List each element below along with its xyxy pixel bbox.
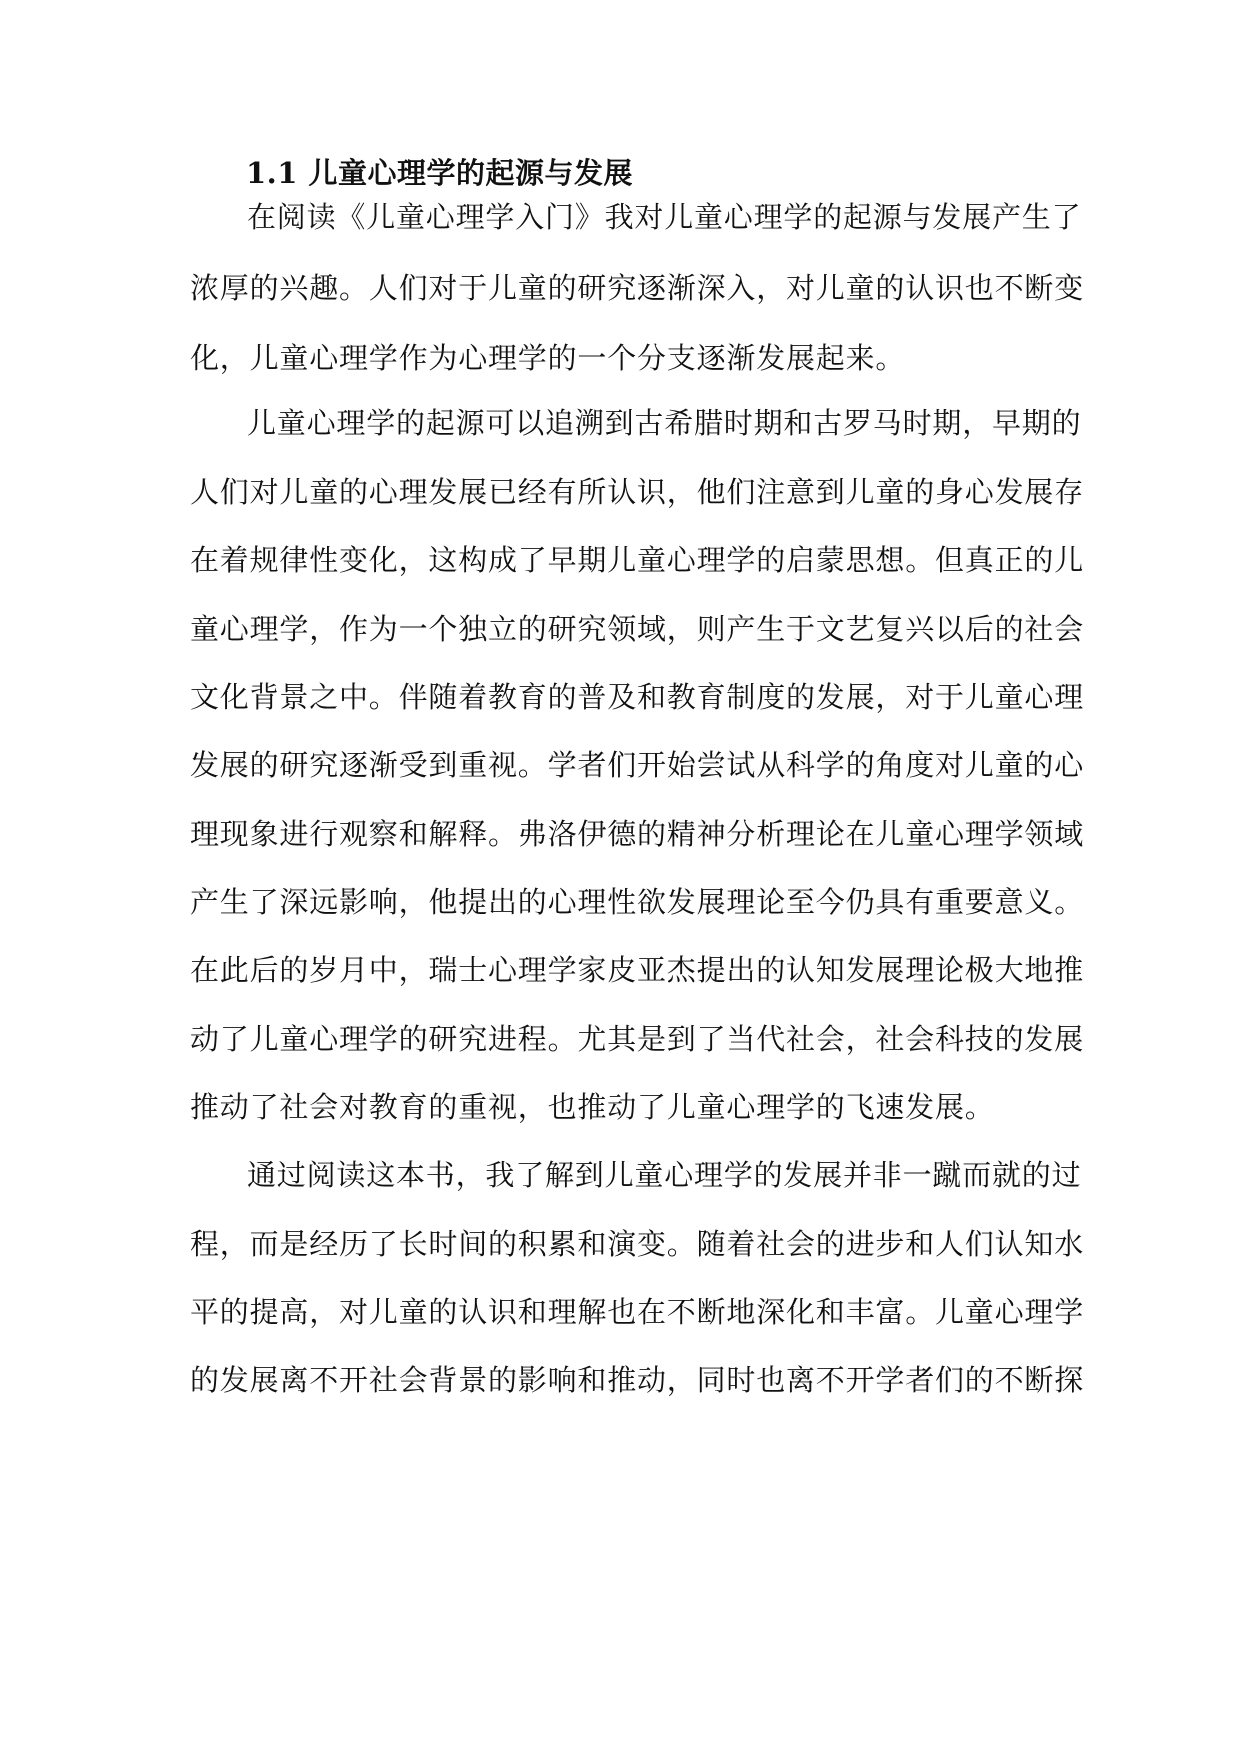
paragraph-2-line-4: 童心理学，作为一个独立的研究领域，则产生于文艺复兴以后的社会 — [190, 612, 1085, 646]
paragraph-2-line-10: 动了儿童心理学的研究进程。尤其是到了当代社会，社会科技的发展 — [190, 1022, 1085, 1056]
paragraph-2-line-3: 在着规律性变化，这构成了早期儿童心理学的启蒙思想。但真正的儿 — [190, 543, 1085, 577]
paragraph-3-line-4: 的发展离不开社会背景的影响和推动，同时也离不开学者们的不断探 — [190, 1363, 1085, 1397]
paragraph-1-line-3: 化，儿童心理学作为心理学的一个分支逐渐发展起来。 — [190, 341, 906, 375]
paragraph-2-line-8: 产生了深远影响，他提出的心理性欲发展理论至今仍具有重要意义。 — [190, 885, 1085, 919]
paragraph-3-line-2: 程，而是经历了长时间的积累和演变。随着社会的进步和人们认知水 — [190, 1227, 1085, 1261]
paragraph-1-line-1: 在阅读《儿童心理学入门》我对儿童心理学的起源与发展产生了 — [247, 200, 1082, 234]
paragraph-1-line-2: 浓厚的兴趣。人们对于儿童的研究逐渐深入，对儿童的认识也不断变 — [190, 271, 1085, 305]
paragraph-2-line-1: 儿童心理学的起源可以追溯到古希腊时期和古罗马时期，早期的 — [247, 406, 1082, 440]
paragraph-2-line-5: 文化背景之中。伴随着教育的普及和教育制度的发展，对于儿童心理 — [190, 680, 1085, 714]
paragraph-2-line-7: 理现象进行观察和解释。弗洛伊德的精神分析理论在儿童心理学领域 — [190, 817, 1085, 851]
paragraph-3-line-3: 平的提高，对儿童的认识和理解也在不断地深化和丰富。儿童心理学 — [190, 1295, 1085, 1329]
paragraph-2-line-2: 人们对儿童的心理发展已经有所认识，他们注意到儿童的身心发展存 — [190, 475, 1085, 509]
paragraph-3-line-1: 通过阅读这本书，我了解到儿童心理学的发展并非一蹴而就的过 — [247, 1158, 1082, 1192]
paragraph-2-line-11: 推动了社会对教育的重视，也推动了儿童心理学的飞速发展。 — [190, 1090, 995, 1124]
paragraph-2-line-9: 在此后的岁月中，瑞士心理学家皮亚杰提出的认知发展理论极大地推 — [190, 953, 1085, 987]
paragraph-2-line-6: 发展的研究逐渐受到重视。学者们开始尝试从科学的角度对儿童的心 — [190, 748, 1085, 782]
section-heading: 1.1 儿童心理学的起源与发展 — [246, 156, 634, 190]
